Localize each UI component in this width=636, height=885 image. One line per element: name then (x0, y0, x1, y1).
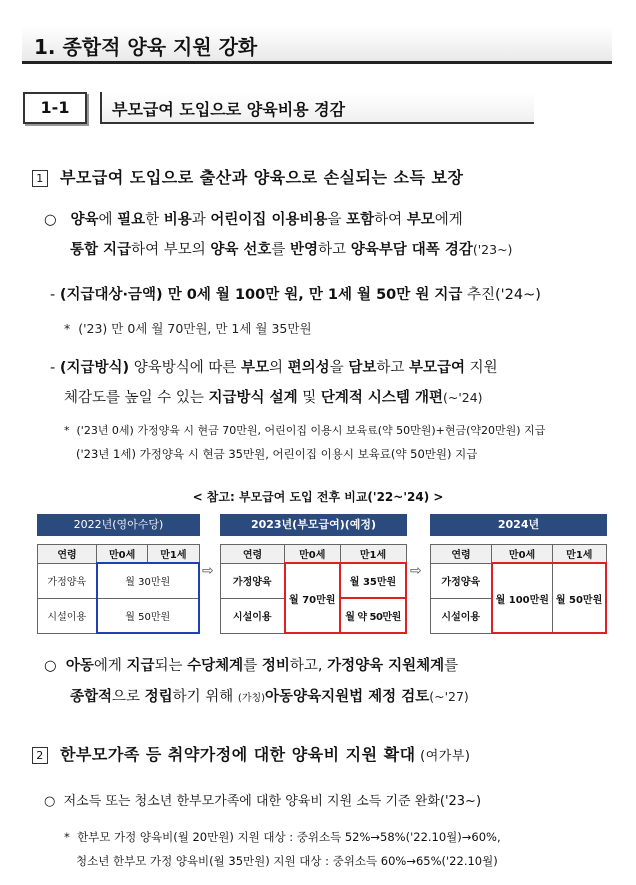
p1-l1h: 을 (327, 212, 347, 228)
p4-l1h: 하고, (289, 658, 328, 674)
p2-bold: (지급대상·금액) 만 0세 월 100만 원, 만 1세 월 50만 원 지급 (59, 287, 463, 303)
p3-l1j: 지원 (465, 360, 498, 376)
p4-line1 (44, 654, 458, 675)
p1-l1d: 한 (145, 212, 164, 228)
p4-l2b: 으로 (112, 689, 145, 705)
p1-l1c: 필요 (117, 212, 146, 228)
p4-l1i: 가정양육 지원체계 (327, 658, 445, 674)
p3-dash: - (50, 360, 56, 376)
p5-note-line1 (64, 829, 501, 845)
p3-l2d: 단계적 시스템 개편 (320, 390, 443, 406)
p4-l2a: 종합적 (70, 689, 113, 705)
p1-bullet: ○ (44, 212, 57, 228)
table-2023 (220, 514, 407, 634)
t22-r2-val: 월 50만원 (97, 598, 200, 633)
table-2022-title: 2022년(영아수당) (37, 514, 200, 536)
t24-h-0: 만0세 (492, 545, 553, 564)
p1-l1f: 과 (191, 212, 211, 228)
arrow-2: ⇨ (410, 563, 422, 579)
t23-r1-label: 가정양육 (221, 563, 285, 598)
p4-l1j: 를 (444, 658, 459, 674)
t24-r2-label: 시설이용 (431, 598, 492, 633)
t23-r2-label: 시설이용 (221, 598, 285, 633)
p3-l1g: 담보 (348, 360, 377, 376)
item2-heading (32, 742, 471, 765)
t24-h-age: 연령 (431, 545, 492, 564)
p4-line2 (70, 685, 469, 706)
subsection-number: 1-1 (23, 92, 87, 124)
t23-h-age: 연령 (221, 545, 285, 564)
p3-note-line2 (76, 446, 477, 462)
p3-l2a: 체감도를 높일 수 있는 (64, 390, 209, 406)
p4-l2c: 정립 (144, 689, 173, 705)
item2-marker: 2 (32, 747, 48, 764)
p3-l2b: 지급방식 설계 (208, 390, 298, 406)
table-2022-grid (37, 544, 200, 634)
p1-l2f: 하고 (318, 242, 351, 258)
p3-line1 (50, 356, 498, 377)
p4-l2f: 아동양육지원법 제정 검토 (265, 689, 430, 705)
table-2024-grid (430, 544, 607, 634)
p1-l2e: 반영 (290, 242, 319, 258)
t23-r1-v1: 월 35만원 (340, 563, 406, 598)
p3-note-l2: ('23년 1세) 가정양육 시 현금 35만원, 어린이집 이용시 보육료(약 50만원) 지급 (76, 447, 478, 461)
p1-l2h: ('23~) (472, 242, 513, 257)
p5-text: 저소득 또는 청소년 한부모가족에 대한 양육비 지원 소득 기준 완화('23~) (63, 794, 482, 809)
t24-v1: 월 50만원 (553, 563, 606, 633)
p5-note-l1: 한부모 가정 양육비(월 20만원) 지원 대상 : 중위소득 52%→58%('22.10월)→60%, (77, 830, 501, 844)
p2-line (50, 283, 541, 304)
p3-l1i: 부모급여 (408, 360, 465, 376)
p3-l2e: (~'24) (442, 390, 483, 405)
p1-l2d: 를 (271, 242, 291, 258)
p3-l1d: 의 (269, 360, 288, 376)
t24-r1-label: 가정양육 (431, 563, 492, 598)
t23-h-1: 만1세 (340, 545, 406, 564)
p1-l1a: 양육 (70, 212, 99, 228)
subsection-title: 부모급여 도입으로 양육비용 경감 (112, 100, 346, 119)
t22-h-1: 만1세 (148, 545, 199, 564)
subsection-title-box (100, 92, 534, 124)
p4-bullet: ○ (44, 658, 57, 674)
t24-h-1: 만1세 (553, 545, 606, 564)
p4-l1c: 지급 (126, 658, 155, 674)
p4-l1f: 를 (243, 658, 262, 674)
p3-l1f: 을 (329, 360, 349, 376)
t23-h-0: 만0세 (285, 545, 341, 564)
t22-r1-label: 가정양육 (38, 563, 97, 598)
table-2024-title: 2024년 (430, 514, 607, 536)
item1-title: 부모급여 도입으로 출산과 양육으로 손실되는 소득 보장 (60, 168, 464, 187)
p1-l1k: 부모 (406, 212, 435, 228)
p4-l2g: (~'27) (429, 689, 469, 704)
p4-l1e: 수당체계 (187, 658, 244, 674)
p3-line2 (64, 386, 483, 407)
t23-r2-v1: 월 약 50만원 (340, 598, 406, 633)
p1-line2 (70, 238, 512, 259)
p3-l1b: 양육방식에 따른 (129, 360, 242, 376)
table-2022 (37, 514, 200, 634)
t22-h-0: 만0세 (97, 545, 148, 564)
p2-tail: 추진('24~) (462, 287, 541, 303)
p1-l1g: 어린이집 이용비용 (210, 212, 328, 228)
p1-l1l: 에게 (434, 212, 463, 228)
t23-v0: 월 70만원 (285, 563, 341, 633)
p4-l1a: 아동 (65, 658, 94, 674)
p4-l2e: (가칭) (237, 693, 266, 704)
p2-dash: - (50, 287, 56, 303)
p2-note-text: ('23) 만 0세 월 70만원, 만 1세 월 35만원 (78, 321, 312, 336)
p1-l2g: 양육부담 대폭 경감 (350, 242, 473, 258)
arrow-1: ⇨ (202, 563, 214, 579)
p5-note-l2: 청소년 한부모 가정 양육비(월 35만원) 지원 대상 : 중위소득 60%→65%('22.10월) (76, 854, 498, 868)
p1-l1e: 비용 (163, 212, 192, 228)
p3-l1e: 편의성 (287, 360, 330, 376)
section-title-bar (22, 26, 612, 64)
p3-l1c: 부모 (241, 360, 270, 376)
item1-heading (32, 165, 463, 188)
table-2023-grid (220, 544, 407, 634)
p1-l2b: 하여 부모의 (131, 242, 211, 258)
t22-r1-val: 월 30만원 (97, 563, 200, 598)
section-title: 1. 종합적 양육 지원 강화 (34, 35, 258, 59)
p5-line (44, 790, 481, 809)
compare-caption: < 참고: 부모급여 도입 전후 비교('22~'24) > (192, 490, 444, 504)
table-2023-title: 2023년(부모급여)(예정) (220, 514, 407, 536)
item2-agency: (여가부) (415, 749, 471, 764)
t22-h-age: 연령 (38, 545, 97, 564)
p4-l2d: 하기 위해 (172, 689, 238, 705)
p3-note-l1: ('23년 0세) 가정양육 시 현금 70만원, 어린이집 이용시 보육료(약 50만원)+현금(약20만원) 지급 (76, 424, 546, 437)
p1-l1i: 포함 (346, 212, 375, 228)
p1-l2c: 양육 선호 (210, 242, 272, 258)
p1-l1b: 에 (98, 212, 118, 228)
item2-title: 한부모가족 등 취약가정에 대한 양육비 지원 확대 (60, 745, 416, 764)
p3-note-line1 (64, 422, 545, 438)
p4-l1g: 정비 (261, 658, 290, 674)
p5-note-star: * (64, 830, 70, 844)
p5-bullet: ○ (44, 794, 56, 809)
t24-v0: 월 100만원 (492, 563, 553, 633)
p2-note (64, 319, 312, 337)
p1-l1j: 하여 (374, 212, 407, 228)
p3-l1a: (지급방식) (59, 360, 130, 376)
p4-l1b: 에게 (93, 658, 127, 674)
p1-l2a: 통합 지급 (70, 242, 132, 258)
p4-l1d: 되는 (154, 658, 188, 674)
table-2024 (430, 514, 607, 634)
t22-r2-label: 시설이용 (38, 598, 97, 633)
item1-marker: 1 (32, 170, 48, 187)
p3-l1h: 하고 (376, 360, 409, 376)
p3-l2c: 및 (297, 390, 321, 406)
p3-note-star: * (64, 424, 70, 437)
p5-note-line2 (76, 853, 498, 869)
p1-line1 (44, 208, 463, 229)
p2-note-star: * (64, 321, 71, 336)
